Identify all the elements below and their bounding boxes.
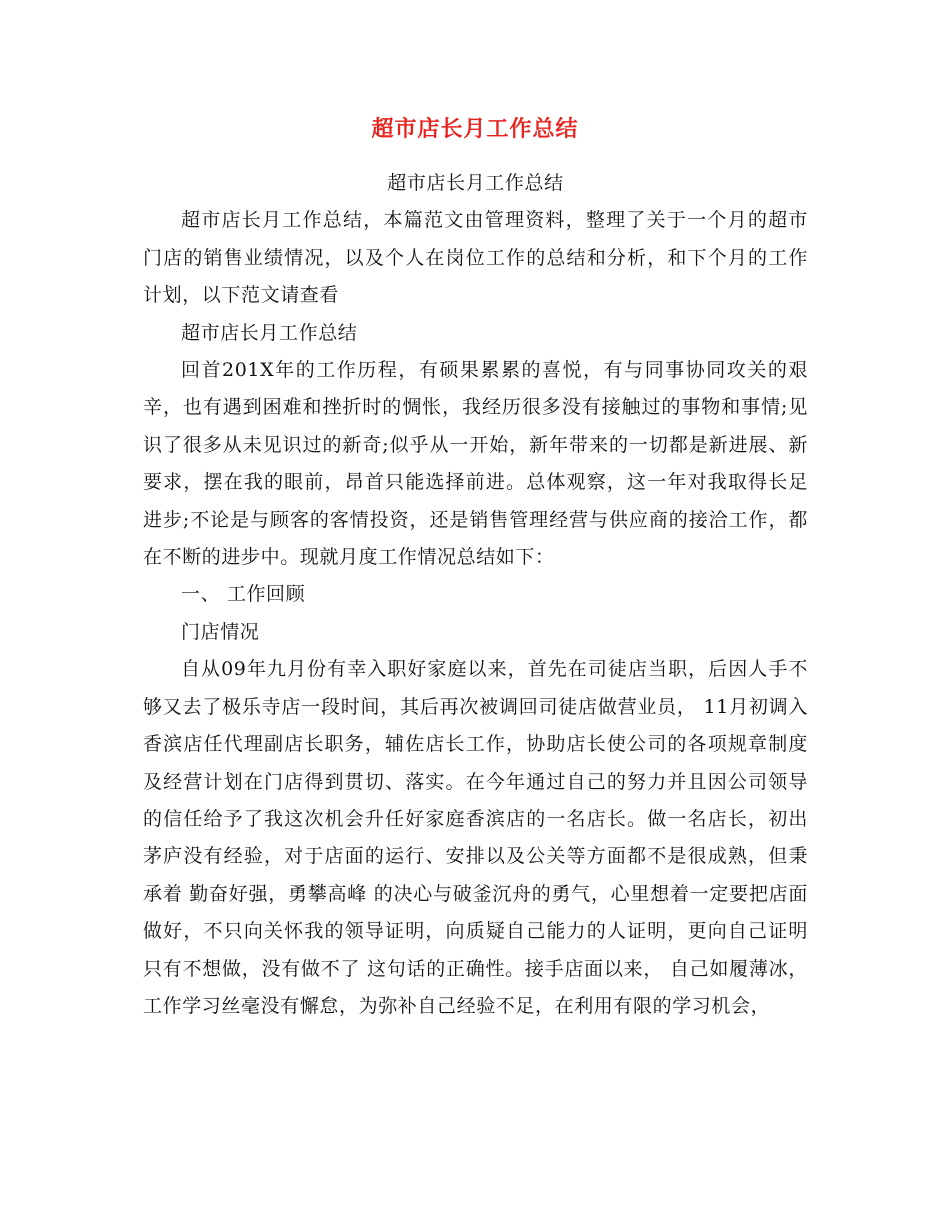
paragraph-heading: 超市店长月工作总结	[181, 321, 358, 344]
document-subtitle: 超市店长月工作总结	[387, 172, 564, 194]
section-heading-work-review: 一、 工作回顾	[181, 583, 306, 606]
paragraph-review: 回首201X年的工作历程，有硕果累累的喜悦，有与同事协同攻关的艰辛，也有遇到困难和挫折时的惆怅，我经历很多没有接触过的事物和事情;见识了很多从未见识过的新奇;似乎从一开始，新年带来的一切都是新进展、新要求，摆在我的眼前，昂首只能选择前进。总体观察，这一年对我取得长足进步;不论是与顾客的客情投资，还是销售管理经营与供应商的接洽工作，都在不断的进步中。现就月度工作情况总结如下：	[143, 359, 808, 569]
subsection-heading-store: 门店情况	[181, 620, 260, 643]
paragraph-intro: 超市店长月工作总结，本篇范文由管理资料，整理了关于一个月的超市门店的销售业绩情况，以及个人在岗位工作的总结和分析，和下个月的工作计划，以下范文请查看	[143, 209, 808, 307]
document-title: 超市店长月工作总结	[371, 116, 579, 142]
document-body	[143, 165, 808, 1025]
paragraph-store-details: 自从09年九月份有幸入职好家庭以来，首先在司徒店当职，后因人手不够又去了极乐寺店一段时间，其后再次被调回司徒店做营业员， 11月初调入香滨店任代理副店长职务，辅佐店长工作，协助店长使公司的各项规章制度及经营计划在门店得到贯切、落实。在今年通过自己的努力并且因公司领导的信任给予了我这次机会升任好家庭香滨店的一名店长。做一名店长，初出茅庐没有经验，对于店面的运行、安排以及公关等方面都不是很成熟，但秉承着 勤奋好强，勇攀高峰 的决心与破釜沉舟的勇气，心里想着一定要把店面做好，不只向关怀我的领导证明，向质疑自己能力的人证明，更向自己证明 只有不想做，没有做不了 这句话的正确性。接手店面以来， 自己如履薄冰，工作学习丝毫没有懈怠，为弥补自己经验不足，在利用有限的学习机会，	[143, 658, 808, 1017]
